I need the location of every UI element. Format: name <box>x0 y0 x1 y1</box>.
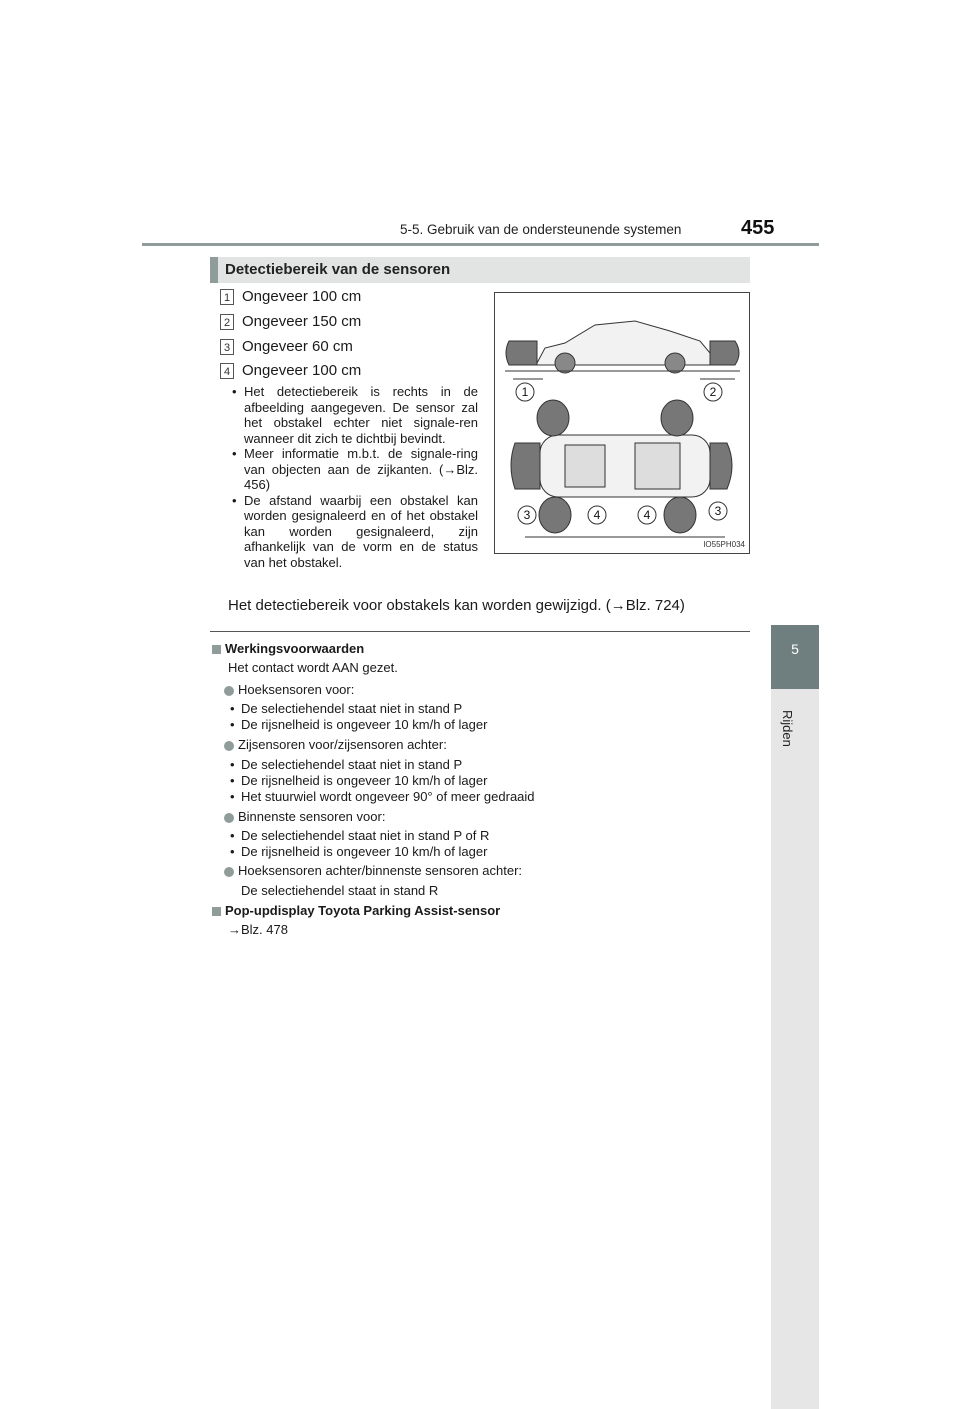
header-title: 5-5. Gebruik van de ondersteunende systemen <box>400 222 682 237</box>
section-title: Detectiebereik van de sensoren <box>225 261 451 278</box>
top-view-car <box>540 435 710 497</box>
callout-number: 3 <box>220 339 234 355</box>
square-bullet-icon <box>212 645 221 654</box>
side-view-car <box>537 321 710 373</box>
range-item-1 <box>220 288 361 305</box>
callout-number: 1 <box>220 289 234 305</box>
popup-ref[interactable]: →Blz. 478 <box>228 922 288 937</box>
conditions-intro: Het contact wordt AAN gezet. <box>228 660 398 675</box>
bullet-item: • De afstand waarbij een obstakel kan worden gesignaleerd en of het obstakel kan worden gesignaleerd, zijn afhankelijk van de vorm en de status van het obstakel. <box>232 493 478 571</box>
callout-4b: 4 <box>643 508 651 522</box>
condition-item: • De selectiehendel staat niet in stand P of R <box>241 827 489 844</box>
circle-bullet-icon <box>224 741 234 751</box>
front-range-blob <box>506 341 537 365</box>
corner-blob-rr <box>664 497 696 533</box>
chapter-number: 5 <box>791 641 799 657</box>
range-text: Ongeveer 150 cm <box>242 313 362 330</box>
header-rule <box>142 243 819 246</box>
condition-item: • De rijsnelheid is ongeveer 10 km/h of lager <box>241 716 487 733</box>
car-sensor-diagram <box>495 293 749 553</box>
chapter-tab[interactable] <box>771 625 819 689</box>
range-text: Ongeveer 100 cm <box>242 362 362 379</box>
range-bullets <box>232 384 478 570</box>
chapter-label: Rijden <box>780 710 795 747</box>
circle-bullet-icon <box>224 686 234 696</box>
callout-number: 2 <box>220 314 234 330</box>
callout-number: 4 <box>220 363 234 379</box>
bullet-item: • Het detectiebereik is rechts in de afbeelding aangegeven. De sensor zal het obstakel echter niet signale-ren wanneer dit zich te dichtbij bevindt. <box>232 384 478 446</box>
figure-code: IO55PH034 <box>703 540 745 549</box>
square-bullet-icon <box>212 907 221 916</box>
condition-item: • De rijsnelheid is ongeveer 10 km/h of lager <box>241 843 487 860</box>
callout-3b: 3 <box>714 504 722 518</box>
page-number: 455 <box>741 217 775 239</box>
condition-plain: De selectiehendel staat in stand R <box>241 883 439 898</box>
condition-item: • De selectiehendel staat niet in stand P <box>241 700 462 717</box>
corner-blob-fr <box>539 497 571 533</box>
section-heading-bar <box>210 257 750 283</box>
condition-item: • De selectiehendel staat niet in stand P <box>241 756 462 773</box>
sensor-range-figure <box>494 292 750 554</box>
callout-2: 2 <box>709 385 717 399</box>
front-top-blob <box>511 443 540 489</box>
range-note: Het detectiebereik voor obstakels kan worden gewijzigd. (→Blz. 724) <box>228 597 685 614</box>
group-title: Hoeksensoren voor: <box>224 681 354 698</box>
callout-3: 3 <box>523 508 531 522</box>
conditions-heading: Werkingsvoorwaarden <box>212 640 364 657</box>
section-divider <box>210 631 750 632</box>
condition-item: • De rijsnelheid is ongeveer 10 km/h of lager <box>241 772 487 789</box>
group-title: Zijsensoren voor/zijsensoren achter: <box>224 736 447 753</box>
range-text: Ongeveer 100 cm <box>242 288 362 305</box>
callout-4: 4 <box>593 508 601 522</box>
corner-blob-fl <box>537 400 569 436</box>
popup-heading: Pop-updisplay Toyota Parking Assist-sensor <box>212 902 500 919</box>
circle-bullet-icon <box>224 867 234 877</box>
callout-1: 1 <box>521 385 529 399</box>
bullet-item: • Meer informatie m.b.t. de signale-ring van objecten aan de zijkanten. (→Blz. 456) <box>232 446 478 493</box>
range-item-2 <box>220 313 361 330</box>
range-item-3 <box>220 338 353 355</box>
chapter-tab-strip <box>771 689 819 1409</box>
condition-item: • Het stuurwiel wordt ongeveer 90° of meer gedraaid <box>241 788 535 805</box>
rear-range-blob <box>710 341 739 365</box>
group-title: Hoeksensoren achter/binnenste sensoren achter: <box>224 862 522 879</box>
section-accent <box>210 257 218 283</box>
rear-top-blob <box>710 443 732 489</box>
corner-blob-rl <box>661 400 693 436</box>
group-title: Binnenste sensoren voor: <box>224 808 385 825</box>
range-text: Ongeveer 60 cm <box>242 338 353 355</box>
circle-bullet-icon <box>224 813 234 823</box>
range-item-4 <box>220 362 361 379</box>
